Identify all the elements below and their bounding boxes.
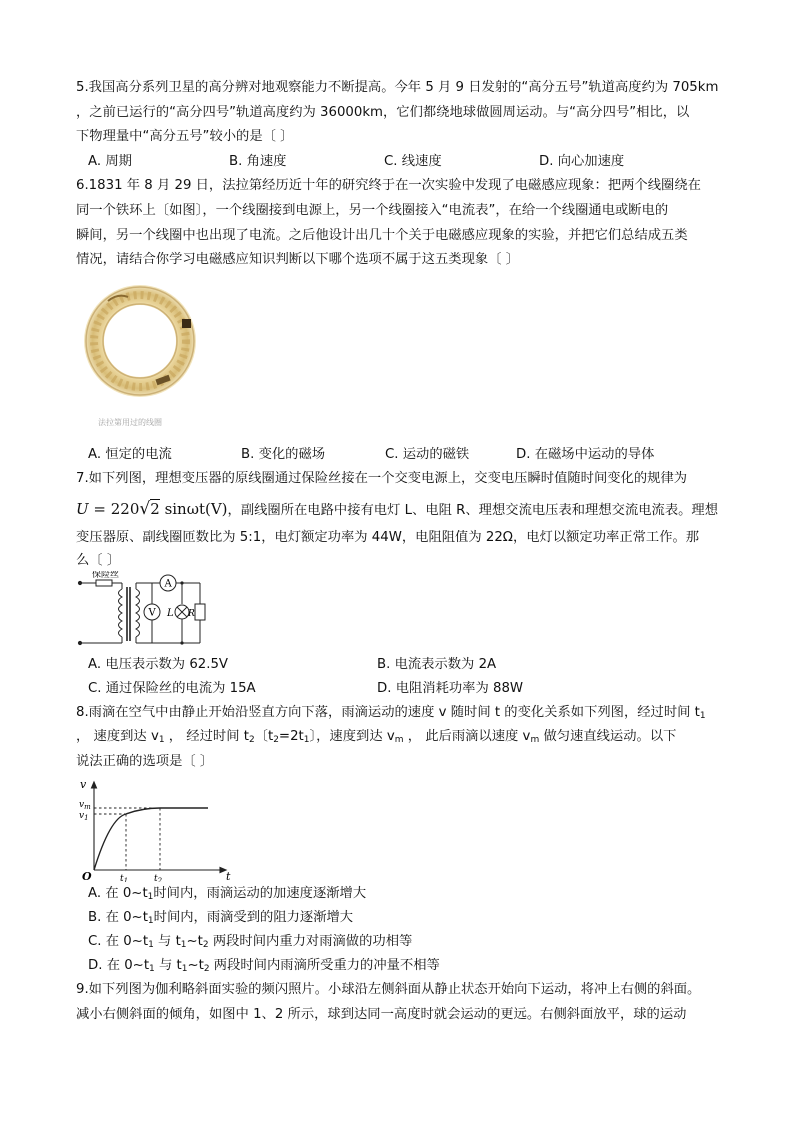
- voltmeter-symbol: V: [148, 607, 156, 619]
- resistor-label: R: [188, 608, 195, 619]
- t2-label: $t_2$: [154, 874, 163, 883]
- vm-label: $v_m$: [79, 800, 91, 812]
- q6-options: [76, 443, 722, 468]
- q5-line-1: 5.我国高分系列卫星的高分辨对地观察能力不断提高。今年 5 月 9 日发射的“高分五号”轨道高度约为 705km: [76, 80, 719, 95]
- q5-option-a[interactable]: A. 周期: [88, 153, 132, 169]
- q8-option-a[interactable]: A. 在 $0\sim t_1$时间内，雨滴运动的加速度逐渐增大: [88, 886, 367, 903]
- voltage-formula: U = 220√2 sinωt(V): [76, 498, 228, 519]
- ammeter-symbol: A: [164, 578, 172, 590]
- question-7: [76, 467, 722, 700]
- q8-line-1: 8.雨滴在空气中由静止开始沿竖直方向下落，雨滴运动的速度 v 随时间 t 的变化关系如下列图，经过时间 $t_1$: [76, 704, 706, 721]
- v1-label: $v_1$: [79, 811, 89, 823]
- photo-caption: 法拉第用过的线圈: [98, 417, 162, 427]
- q8-option-b[interactable]: B. 在 $0\sim t_1$时间内，雨滴受到的阻力逐渐增大: [88, 910, 354, 927]
- velocity-time-graph: [76, 774, 236, 882]
- q6-option-a[interactable]: A. 恒定的电流: [88, 446, 172, 462]
- q7-line-2: [76, 492, 722, 526]
- q6-option-b[interactable]: B. 变化的磁场: [241, 446, 326, 462]
- q5-option-b[interactable]: B. 角速度: [229, 153, 287, 169]
- q6-line-3: 瞬间，另一个线圈中也出现了电流。之后他设计出几十个关于电磁感应现象的实验，并把它们总结成五类: [76, 227, 688, 243]
- q5-option-c[interactable]: C. 线速度: [384, 153, 442, 169]
- v-axis-label: v: [80, 778, 87, 792]
- origin-label: O: [82, 870, 92, 883]
- q5-option-d[interactable]: D. 向心加速度: [539, 153, 625, 169]
- q6-line-2: 同一个铁环上〔如图〕，一个线圈接到电源上，另一个线圈接入“电流表”，在给一个线圈通电或断电的: [76, 202, 669, 218]
- q5-line-3: 下物理量中“高分五号”较小的是〔 〕: [76, 129, 294, 145]
- q8-vt-graph-figure: [76, 774, 722, 882]
- question-6: [76, 174, 722, 467]
- exam-page: [76, 76, 722, 1028]
- transformer-circuit-diagram: [76, 571, 226, 651]
- q7-option-d[interactable]: D. 电阻消耗功率为 88W: [377, 680, 524, 696]
- t-axis-label: t: [226, 870, 231, 883]
- lamp-label: L: [167, 607, 174, 619]
- q7-line-4: 么〔 〕: [76, 552, 121, 568]
- q5-line-2: ，之前已运行的“高分四号”轨道高度约为 36000km，它们都绕地球做圆周运动。与“高分四号”相比，以: [76, 104, 690, 120]
- q7-option-a[interactable]: A. 电压表示数为 62.5V: [88, 656, 229, 672]
- q7-options-row-1: [76, 653, 722, 677]
- q7-option-b[interactable]: B. 电流表示数为 2A: [377, 656, 497, 672]
- q7-line-3: 变压器原、副线圈匝数比为 5:1，电灯额定功率为 44W，电阻阻值为 22Ω，电灯以额定功率正常工作。那: [76, 529, 700, 545]
- q6-option-c[interactable]: C. 运动的磁铁: [385, 446, 470, 462]
- q8-option-d[interactable]: D. 在 $0\sim t_1$ 与 $t_1\sim t_2$ 两段时间内雨滴所受重力的冲量不相等: [88, 958, 440, 975]
- q9-line-1: 9.如下列图为伽利略斜面实验的频闪照片。小球沿左侧斜面从静止状态开始向下运动，将冲上右侧的斜面。: [76, 982, 701, 998]
- question-8: [76, 701, 722, 979]
- q8-option-c[interactable]: C. 在 $0\sim t_1$ 与 $t_1\sim t_2$ 两段时间内重力对雨滴做的功相等: [88, 934, 413, 951]
- q7-option-c[interactable]: C. 通过保险丝的电流为 15A: [88, 680, 256, 696]
- q7-circuit-figure: [76, 571, 722, 653]
- q9-line-2: 减小右侧斜面的倾角，如图中 1、2 所示，球到达同一高度时就会运动的更远。右侧斜面放平，球的运动: [76, 1006, 687, 1022]
- q6-line-4: 情况，请结合你学习电磁感应知识判断以下哪个选项不属于这五类现象〔 〕: [76, 252, 520, 268]
- q8-line-3: 说法正确的选项是〔 〕: [76, 753, 214, 769]
- q6-photo-figure: [76, 273, 722, 443]
- q5-options: [76, 150, 722, 175]
- question-5: [76, 76, 722, 174]
- fuse-label: 保险丝: [92, 570, 120, 580]
- q6-option-d[interactable]: D. 在磁场中运动的导体: [516, 446, 655, 462]
- q8-line-2: ， 速度到达 $v_1$ ， 经过时间 $t_2$〔$t_2=2t_1$〕，速度到达 $v_m$ ， 此后雨滴以速度 $v_m$ 做匀速直线运动。以下: [76, 729, 677, 746]
- q7-line-1: 7.如下列图，理想变压器的原线圈通过保险丝接在一个交变电源上，交变电压瞬时值随时间变化的规律为: [76, 471, 688, 487]
- q7-options-row-2: [76, 677, 722, 701]
- question-9: [76, 978, 722, 1027]
- t1-label: $t_1$: [120, 874, 129, 883]
- q6-line-1: 6.1831 年 8 月 29 日，法拉第经历近十年的研究终于在一次实验中发现了电磁感应现象：把两个线圈绕在: [76, 178, 701, 194]
- q7-line-2-text: ，副线圈所在电路中接有电灯 L、电阻 R、理想交流电压表和理想交流电流表。理想: [227, 502, 719, 518]
